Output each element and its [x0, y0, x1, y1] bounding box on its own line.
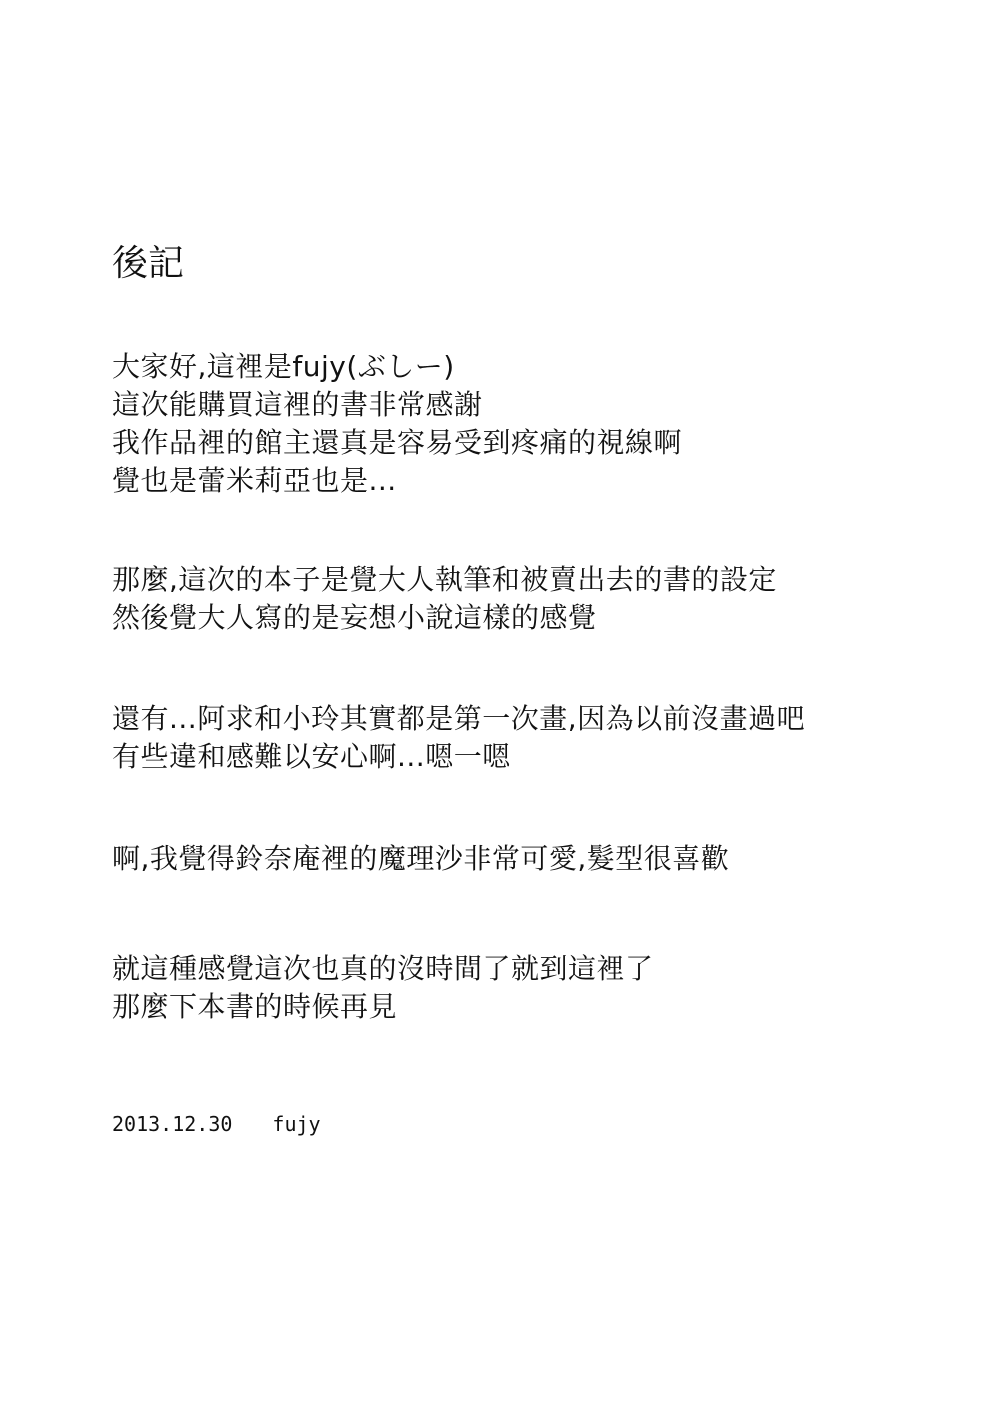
text-line: 然後覺大人寫的是妄想小說這樣的感覺 — [112, 601, 597, 634]
text-line: 我作品裡的館主還真是容易受到疼痛的視線啊 — [112, 426, 683, 459]
signoff — [112, 1110, 321, 1138]
paragraph-greeting — [112, 348, 682, 500]
signoff-date: 2013.12.30 — [112, 1112, 233, 1136]
text-line: 還有...阿求和小玲其實都是第一次畫,因為以前沒畫過吧 — [112, 702, 806, 735]
paragraph-marisa — [112, 840, 729, 878]
paragraph-characters — [112, 700, 805, 776]
text-line: 那麼,這次的本子是覺大人執筆和被賣出去的書的設定 — [112, 563, 777, 596]
signoff-author: fujy — [272, 1112, 321, 1136]
page-title: 後記 — [112, 243, 185, 284]
text-line: 就這種感覺這次也真的沒時間了就到這裡了 — [112, 952, 654, 985]
text-line: 大家好,這裡是fujy(ぶしー) — [112, 350, 455, 383]
text-line: 這次能購買這裡的書非常感謝 — [112, 388, 483, 421]
text-line: 啊,我覺得鈴奈庵裡的魔理沙非常可愛,髮型很喜歡 — [112, 842, 730, 875]
paragraph-closing — [112, 950, 654, 1026]
text-line: 那麼下本書的時候再見 — [112, 990, 398, 1023]
text-line: 覺也是蕾米莉亞也是... — [112, 464, 397, 497]
paragraph-setting — [112, 561, 777, 637]
text-line: 有些違和感難以安心啊...嗯一嗯 — [112, 740, 511, 773]
